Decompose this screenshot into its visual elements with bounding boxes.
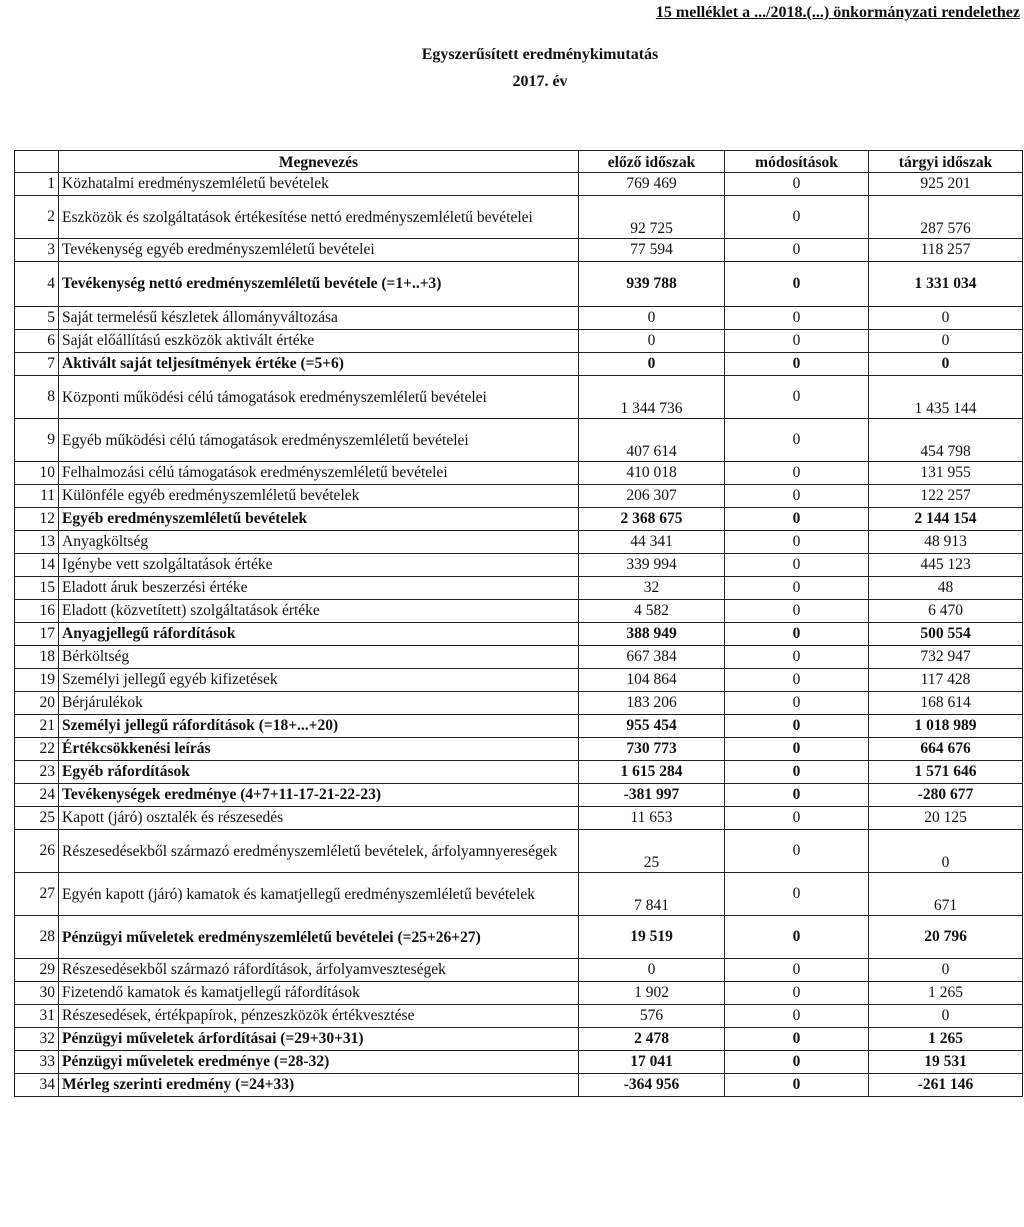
document-title: Egyszerűsített eredménykimutatás — [421, 46, 659, 63]
row-previous-period: 206 307 — [579, 485, 725, 508]
row-name: Saját előállítású eszközök aktivált értéke — [59, 330, 579, 353]
row-modifications: 0 — [725, 196, 869, 239]
row-previous-period: 339 994 — [579, 554, 725, 577]
table-row — [15, 669, 1023, 692]
header-previous-period: előző időszak — [579, 151, 725, 173]
row-modifications: 0 — [725, 531, 869, 554]
row-name: Anyagköltség — [59, 531, 579, 554]
row-previous-period: 388 949 — [579, 623, 725, 646]
row-number: 29 — [15, 959, 59, 982]
row-current-period: 20 125 — [869, 807, 1023, 830]
table-row — [15, 173, 1023, 196]
row-current-period: 0 — [869, 1005, 1023, 1028]
row-number: 17 — [15, 623, 59, 646]
row-number: 28 — [15, 916, 59, 959]
row-name: Fizetendő kamatok és kamatjellegű ráfordítások — [59, 982, 579, 1005]
row-current-period: 0 — [869, 307, 1023, 330]
row-current-period: 0 — [869, 830, 1023, 873]
table-row — [15, 1074, 1023, 1097]
row-number: 16 — [15, 600, 59, 623]
row-current-period: 19 531 — [869, 1051, 1023, 1074]
row-number: 8 — [15, 376, 59, 419]
row-previous-period: 0 — [579, 307, 725, 330]
row-previous-period: 25 — [579, 830, 725, 873]
row-current-period: 1 435 144 — [869, 376, 1023, 419]
row-previous-period: 104 864 — [579, 669, 725, 692]
row-previous-period: 11 653 — [579, 807, 725, 830]
row-modifications: 0 — [725, 462, 869, 485]
row-previous-period: 939 788 — [579, 262, 725, 307]
row-modifications: 0 — [725, 1074, 869, 1097]
row-current-period: 1 265 — [869, 1028, 1023, 1051]
row-name: Felhalmozási célú támogatások eredményszemléletű bevételei — [59, 462, 579, 485]
table-row — [15, 462, 1023, 485]
table-row — [15, 784, 1023, 807]
row-current-period: 6 470 — [869, 600, 1023, 623]
table-row — [15, 623, 1023, 646]
table-row — [15, 1005, 1023, 1028]
row-name: Eladott áruk beszerzési értéke — [59, 577, 579, 600]
row-modifications: 0 — [725, 353, 869, 376]
row-current-period: 1 265 — [869, 982, 1023, 1005]
row-previous-period: 183 206 — [579, 692, 725, 715]
row-previous-period: 4 582 — [579, 600, 725, 623]
row-modifications: 0 — [725, 982, 869, 1005]
row-current-period: 0 — [869, 353, 1023, 376]
row-number: 13 — [15, 531, 59, 554]
table-row — [15, 307, 1023, 330]
row-current-period: -261 146 — [869, 1074, 1023, 1097]
row-name: Mérleg szerinti eredmény (=24+33) — [59, 1074, 579, 1097]
table-row — [15, 485, 1023, 508]
row-current-period: 500 554 — [869, 623, 1023, 646]
row-number: 15 — [15, 577, 59, 600]
row-name: Bérjárulékok — [59, 692, 579, 715]
row-number: 12 — [15, 508, 59, 531]
row-current-period: -280 677 — [869, 784, 1023, 807]
header-number — [15, 151, 59, 173]
row-current-period: 287 576 — [869, 196, 1023, 239]
row-number: 3 — [15, 239, 59, 262]
table-row — [15, 353, 1023, 376]
row-previous-period: 1 615 284 — [579, 761, 725, 784]
row-previous-period: 92 725 — [579, 196, 725, 239]
row-modifications: 0 — [725, 959, 869, 982]
row-current-period: 122 257 — [869, 485, 1023, 508]
row-modifications: 0 — [725, 330, 869, 353]
row-modifications: 0 — [725, 239, 869, 262]
row-modifications: 0 — [725, 419, 869, 462]
row-name: Bérköltség — [59, 646, 579, 669]
row-name: Eladott (közvetített) szolgáltatások értéke — [59, 600, 579, 623]
row-modifications: 0 — [725, 600, 869, 623]
row-current-period: 1 018 989 — [869, 715, 1023, 738]
table-row — [15, 738, 1023, 761]
table-body — [15, 173, 1023, 1097]
row-previous-period: 0 — [579, 330, 725, 353]
row-number: 14 — [15, 554, 59, 577]
income-statement-table — [14, 150, 1023, 1097]
table-row — [15, 376, 1023, 419]
row-modifications: 0 — [725, 646, 869, 669]
row-name: Pénzügyi műveletek eredményszemléletű bevételei (=25+26+27) — [59, 916, 579, 959]
row-number: 7 — [15, 353, 59, 376]
row-name: Egyéb eredményszemléletű bevételek — [59, 508, 579, 531]
table-row — [15, 600, 1023, 623]
row-modifications: 0 — [725, 554, 869, 577]
row-number: 18 — [15, 646, 59, 669]
document-year: 2017. év — [512, 73, 568, 90]
row-name: Eszközök és szolgáltatások értékesítése nettó eredményszemléletű bevételei — [59, 196, 579, 239]
row-modifications: 0 — [725, 761, 869, 784]
row-current-period: 0 — [869, 330, 1023, 353]
row-modifications: 0 — [725, 376, 869, 419]
row-name: Különféle egyéb eredményszemléletű bevételek — [59, 485, 579, 508]
row-number: 30 — [15, 982, 59, 1005]
row-current-period: 118 257 — [869, 239, 1023, 262]
row-current-period: 168 614 — [869, 692, 1023, 715]
row-name: Tevékenységek eredménye (4+7+11-17-21-22-23) — [59, 784, 579, 807]
row-previous-period: 410 018 — [579, 462, 725, 485]
row-previous-period: 19 519 — [579, 916, 725, 959]
row-current-period: 20 796 — [869, 916, 1023, 959]
row-current-period: 445 123 — [869, 554, 1023, 577]
row-previous-period: -381 997 — [579, 784, 725, 807]
row-number: 34 — [15, 1074, 59, 1097]
row-modifications: 0 — [725, 508, 869, 531]
table-row — [15, 761, 1023, 784]
header-name: Megnevezés — [59, 151, 579, 173]
table-row — [15, 959, 1023, 982]
row-name: Egyén kapott (járó) kamatok és kamatjellegű eredményszemléletű bevételek — [59, 873, 579, 916]
row-current-period: 117 428 — [869, 669, 1023, 692]
row-modifications: 0 — [725, 738, 869, 761]
row-previous-period: 32 — [579, 577, 725, 600]
row-modifications: 0 — [725, 485, 869, 508]
row-previous-period: 1 902 — [579, 982, 725, 1005]
table-row — [15, 715, 1023, 738]
row-modifications: 0 — [725, 692, 869, 715]
table-row — [15, 508, 1023, 531]
row-number: 9 — [15, 419, 59, 462]
regulation-reference: 15 melléklet a .../2018.(...) önkormányzati rendelethez — [655, 4, 1020, 21]
row-current-period: 1 331 034 — [869, 262, 1023, 307]
row-modifications: 0 — [725, 916, 869, 959]
row-number: 33 — [15, 1051, 59, 1074]
row-current-period: 2 144 154 — [869, 508, 1023, 531]
row-previous-period: 407 614 — [579, 419, 725, 462]
table-row — [15, 646, 1023, 669]
table-row — [15, 1028, 1023, 1051]
row-previous-period: 1 344 736 — [579, 376, 725, 419]
row-modifications: 0 — [725, 173, 869, 196]
row-number: 5 — [15, 307, 59, 330]
row-number: 21 — [15, 715, 59, 738]
table-row — [15, 577, 1023, 600]
row-name: Egyéb ráfordítások — [59, 761, 579, 784]
row-previous-period: 667 384 — [579, 646, 725, 669]
row-current-period: 48 913 — [869, 531, 1023, 554]
row-previous-period: 730 773 — [579, 738, 725, 761]
row-number: 4 — [15, 262, 59, 307]
row-name: Közhatalmi eredményszemléletű bevételek — [59, 173, 579, 196]
row-current-period: 732 947 — [869, 646, 1023, 669]
table-row — [15, 239, 1023, 262]
row-number: 11 — [15, 485, 59, 508]
row-number: 1 — [15, 173, 59, 196]
row-name: Részesedésekből származó eredményszemléletű bevételek, árfolyamnyereségek — [59, 830, 579, 873]
row-name: Részesedések, értékpapírok, pénzeszközök értékvesztése — [59, 1005, 579, 1028]
row-name: Igénybe vett szolgáltatások értéke — [59, 554, 579, 577]
row-number: 31 — [15, 1005, 59, 1028]
row-previous-period: 2 368 675 — [579, 508, 725, 531]
row-name: Személyi jellegű egyéb kifizetések — [59, 669, 579, 692]
table-row — [15, 196, 1023, 239]
header-modifications: módosítások — [725, 151, 869, 173]
table-row — [15, 807, 1023, 830]
row-name: Pénzügyi műveletek árfordításai (=29+30+31) — [59, 1028, 579, 1051]
row-name: Anyagjellegű ráfordítások — [59, 623, 579, 646]
row-modifications: 0 — [725, 830, 869, 873]
table-row — [15, 531, 1023, 554]
row-modifications: 0 — [725, 784, 869, 807]
row-previous-period: 0 — [579, 959, 725, 982]
row-modifications: 0 — [725, 1005, 869, 1028]
row-number: 26 — [15, 830, 59, 873]
row-current-period: 1 571 646 — [869, 761, 1023, 784]
row-name: Értékcsökkenési leírás — [59, 738, 579, 761]
row-name: Személyi jellegű ráfordítások (=18+...+20) — [59, 715, 579, 738]
table-row — [15, 1051, 1023, 1074]
row-name: Részesedésekből származó ráfordítások, árfolyamveszteségek — [59, 959, 579, 982]
row-previous-period: 955 454 — [579, 715, 725, 738]
row-name: Pénzügyi műveletek eredménye (=28-32) — [59, 1051, 579, 1074]
table-row — [15, 692, 1023, 715]
table-row — [15, 830, 1023, 873]
row-current-period: 48 — [869, 577, 1023, 600]
table-header-row — [15, 151, 1023, 173]
table-row — [15, 419, 1023, 462]
row-number: 6 — [15, 330, 59, 353]
row-modifications: 0 — [725, 1051, 869, 1074]
row-number: 2 — [15, 196, 59, 239]
row-current-period: 925 201 — [869, 173, 1023, 196]
header-current-period: tárgyi időszak — [869, 151, 1023, 173]
row-current-period: 671 — [869, 873, 1023, 916]
row-number: 20 — [15, 692, 59, 715]
row-name: Egyéb működési célú támogatások eredményszemléletű bevételei — [59, 419, 579, 462]
row-number: 23 — [15, 761, 59, 784]
row-previous-period: 17 041 — [579, 1051, 725, 1074]
row-name: Tevékenység nettó eredményszemléletű bevétele (=1+..+3) — [59, 262, 579, 307]
row-current-period: 0 — [869, 959, 1023, 982]
row-name: Aktivált saját teljesítmények értéke (=5+6) — [59, 353, 579, 376]
row-previous-period: 0 — [579, 353, 725, 376]
table-row — [15, 916, 1023, 959]
row-number: 27 — [15, 873, 59, 916]
row-modifications: 0 — [725, 669, 869, 692]
row-name: Központi működési célú támogatások eredményszemléletű bevételei — [59, 376, 579, 419]
row-number: 10 — [15, 462, 59, 485]
row-current-period: 131 955 — [869, 462, 1023, 485]
row-modifications: 0 — [725, 715, 869, 738]
row-previous-period: 77 594 — [579, 239, 725, 262]
row-previous-period: 576 — [579, 1005, 725, 1028]
row-name: Tevékenység egyéb eredményszemléletű bevételei — [59, 239, 579, 262]
row-name: Saját termelésű készletek állományváltozása — [59, 307, 579, 330]
row-modifications: 0 — [725, 1028, 869, 1051]
table-row — [15, 554, 1023, 577]
table-row — [15, 262, 1023, 307]
table-row — [15, 873, 1023, 916]
row-number: 19 — [15, 669, 59, 692]
table-row — [15, 330, 1023, 353]
row-number: 24 — [15, 784, 59, 807]
row-previous-period: 769 469 — [579, 173, 725, 196]
row-number: 25 — [15, 807, 59, 830]
row-current-period: 454 798 — [869, 419, 1023, 462]
row-modifications: 0 — [725, 623, 869, 646]
row-modifications: 0 — [725, 307, 869, 330]
row-modifications: 0 — [725, 807, 869, 830]
row-previous-period: 44 341 — [579, 531, 725, 554]
row-modifications: 0 — [725, 873, 869, 916]
table-row — [15, 982, 1023, 1005]
row-number: 22 — [15, 738, 59, 761]
row-previous-period: 7 841 — [579, 873, 725, 916]
row-previous-period: -364 956 — [579, 1074, 725, 1097]
row-number: 32 — [15, 1028, 59, 1051]
row-previous-period: 2 478 — [579, 1028, 725, 1051]
row-modifications: 0 — [725, 262, 869, 307]
row-current-period: 664 676 — [869, 738, 1023, 761]
row-name: Kapott (járó) osztalék és részesedés — [59, 807, 579, 830]
row-modifications: 0 — [725, 577, 869, 600]
